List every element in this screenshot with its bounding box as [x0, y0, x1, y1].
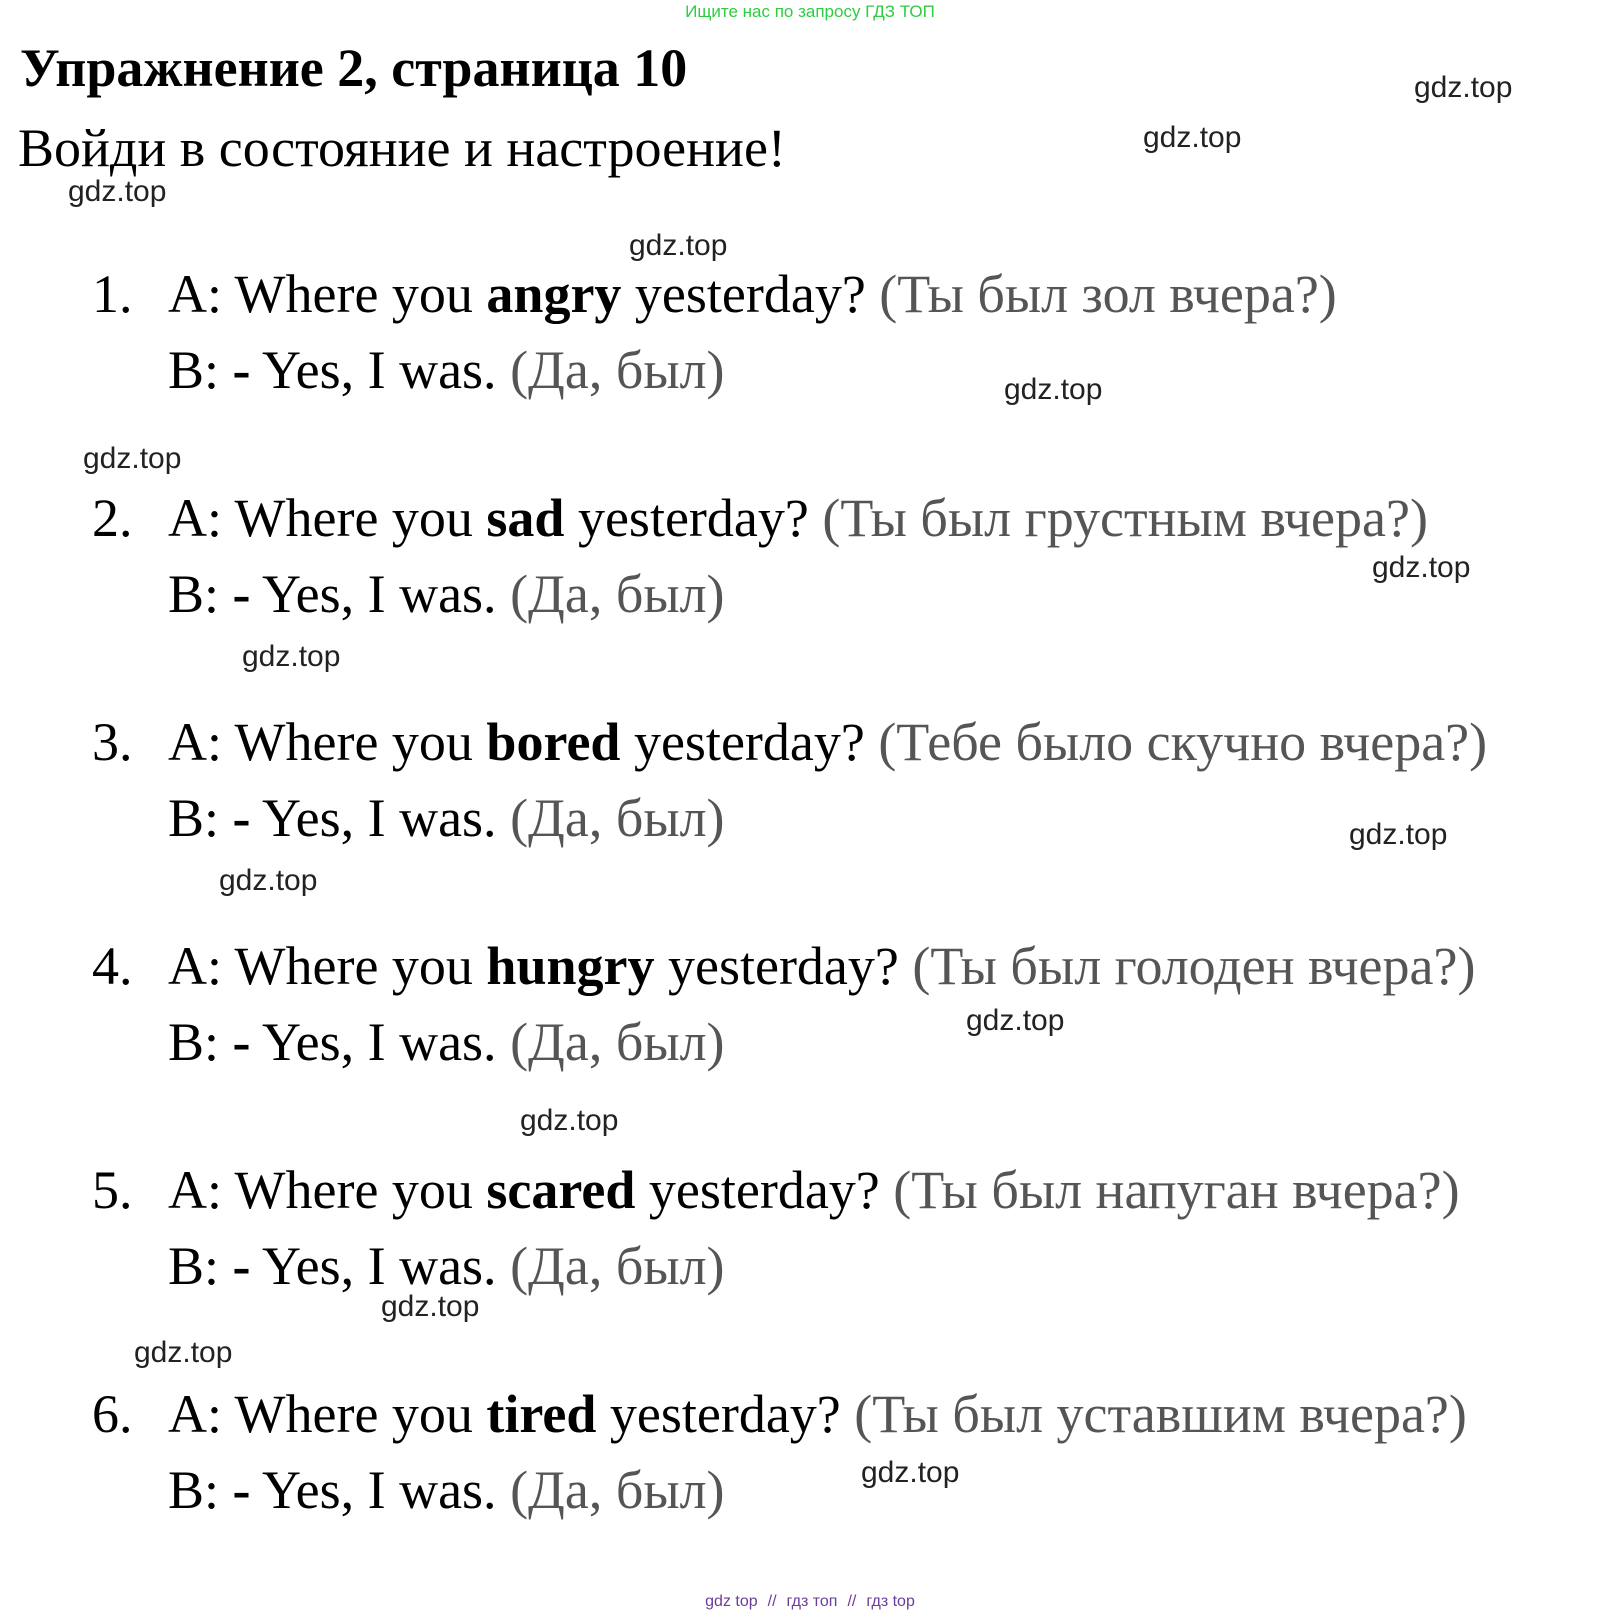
answer-text: Yes, I was.: [262, 340, 497, 400]
question-translation: (Ты был уставшим вчера?): [854, 1384, 1467, 1444]
answer-line: [168, 338, 725, 402]
answer-line: [168, 1234, 725, 1298]
answer-label: B:: [168, 1012, 220, 1072]
question-line: [92, 1382, 1467, 1446]
question-translation: (Ты был зол вчера?): [879, 264, 1337, 324]
watermark: gdz.top: [520, 1104, 619, 1137]
watermark: gdz.top: [1414, 71, 1513, 104]
answer-label: B:: [168, 788, 220, 848]
watermark: gdz.top: [1372, 551, 1471, 584]
answer-translation: (Да, был): [510, 1460, 725, 1520]
watermark: gdz.top: [629, 229, 728, 262]
footer-links: [0, 1594, 1620, 1610]
question-line: [92, 486, 1428, 550]
page-title: Упражнение 2, страница 10: [20, 38, 688, 98]
watermark: gdz.top: [966, 1004, 1065, 1037]
exercise-item-4: [0, 934, 1620, 1094]
answer-line: [168, 786, 725, 850]
answer-label: B:: [168, 1460, 220, 1520]
answer-translation: (Да, был): [510, 1012, 725, 1072]
item-number: 2.: [92, 488, 133, 548]
answer-dash: -: [232, 1012, 251, 1072]
answer-line: [168, 1458, 725, 1522]
question-translation: (Ты был грустным вчера?): [822, 488, 1428, 548]
question-text: A: Where you: [168, 712, 473, 772]
keyword: tired: [486, 1384, 597, 1444]
top-banner: Ищите нас по запросу ГДЗ ТОП: [685, 2, 935, 21]
keyword: scared: [486, 1160, 636, 1220]
watermark: gdz.top: [1349, 818, 1448, 851]
watermark: gdz.top: [1143, 121, 1242, 154]
question-end: yesterday?: [633, 712, 865, 772]
item-number: 4.: [92, 936, 133, 996]
exercise-item-3: [0, 710, 1620, 870]
exercise-item-5: [0, 1158, 1620, 1318]
question-text: A: Where you: [168, 936, 473, 996]
question-end: yesterday?: [634, 264, 866, 324]
watermark: gdz.top: [219, 864, 318, 897]
question-end: yesterday?: [668, 936, 899, 996]
answer-translation: (Да, был): [510, 1236, 725, 1296]
answer-dash: -: [232, 1460, 251, 1520]
question-line: [92, 710, 1487, 774]
item-number: 1.: [92, 264, 133, 324]
exercise-item-6: [0, 1382, 1620, 1542]
question-text: A: Where you: [168, 264, 473, 324]
item-number: 3.: [92, 712, 133, 772]
question-text: A: Where you: [168, 1160, 473, 1220]
exercise-item-1: [0, 262, 1620, 422]
answer-translation: (Да, был): [510, 340, 725, 400]
item-number: 5.: [92, 1160, 133, 1220]
watermark: gdz.top: [861, 1456, 960, 1489]
answer-line: [168, 1010, 725, 1074]
answer-dash: -: [232, 340, 251, 400]
answer-text: Yes, I was.: [262, 1012, 497, 1072]
answer-text: Yes, I was.: [262, 788, 497, 848]
footer-separator: //: [847, 1593, 857, 1610]
item-number: 6.: [92, 1384, 133, 1444]
answer-translation: (Да, был): [510, 788, 725, 848]
watermark: gdz.top: [242, 640, 341, 673]
watermark: gdz.top: [381, 1290, 480, 1323]
question-line: [92, 262, 1337, 326]
answer-dash: -: [232, 1236, 251, 1296]
answer-line: [168, 562, 725, 626]
keyword: bored: [486, 712, 621, 772]
question-end: yesterday?: [577, 488, 809, 548]
question-text: A: Where you: [168, 488, 473, 548]
keyword: hungry: [486, 936, 655, 996]
question-text: A: Where you: [168, 1384, 473, 1444]
question-end: yesterday?: [609, 1384, 841, 1444]
answer-text: Yes, I was.: [262, 564, 497, 624]
footer-link-gdz-top[interactable]: gdz top: [705, 1593, 758, 1610]
answer-label: B:: [168, 1236, 220, 1296]
answer-text: Yes, I was.: [262, 1460, 497, 1520]
question-translation: (Ты был напуган вчера?): [893, 1160, 1460, 1220]
question-end: yesterday?: [648, 1160, 880, 1220]
watermark: gdz.top: [83, 442, 182, 475]
answer-dash: -: [232, 788, 251, 848]
keyword: sad: [486, 488, 565, 548]
question-translation: (Тебе было скучно вчера?): [878, 712, 1488, 772]
footer-separator: //: [767, 1593, 777, 1610]
question-translation: (Ты был голоден вчера?): [912, 936, 1476, 996]
keyword: angry: [486, 264, 622, 324]
question-line: [92, 1158, 1460, 1222]
watermark: gdz.top: [68, 175, 167, 208]
answer-translation: (Да, был): [510, 564, 725, 624]
answer-label: B:: [168, 564, 220, 624]
answer-label: B:: [168, 340, 220, 400]
watermark: gdz.top: [134, 1336, 233, 1369]
watermark: gdz.top: [1004, 373, 1103, 406]
footer-link-gdz-top-ru[interactable]: гдз топ: [786, 1593, 838, 1610]
question-line: [92, 934, 1475, 998]
answer-text: Yes, I was.: [262, 1236, 497, 1296]
footer-link-gdz-top-mixed[interactable]: гдз top: [866, 1593, 915, 1610]
page-subtitle: Войди в состояние и настроение!: [18, 118, 786, 178]
answer-dash: -: [232, 564, 251, 624]
exercise-item-2: [0, 486, 1620, 646]
